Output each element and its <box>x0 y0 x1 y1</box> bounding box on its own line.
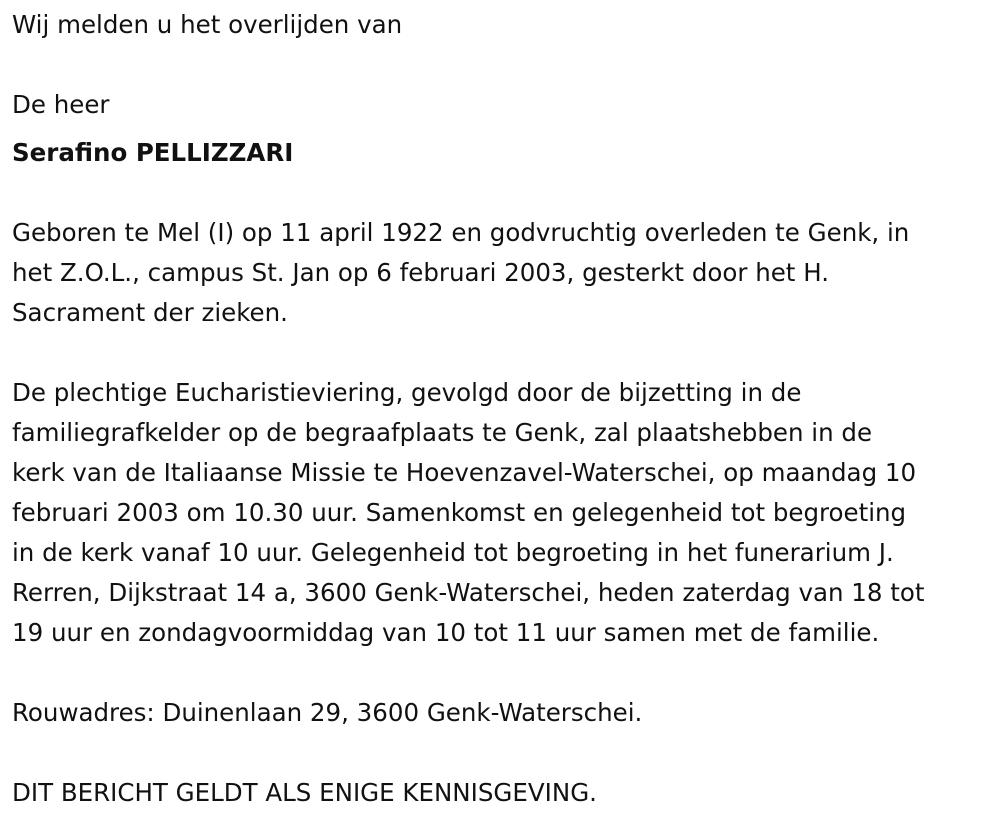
text-line: kerk van de Italiaanse Missie te Hoevenzavel-Waterschei, op maandag 10 <box>12 458 917 487</box>
closing-statement: DIT BERICHT GELDT ALS ENIGE KENNISGEVING. <box>12 778 597 807</box>
intro-line: Wij melden u het overlijden van <box>12 10 403 39</box>
text-line: het Z.O.L., campus St. Jan op 6 februari 2003, gesterkt door het H. <box>12 258 829 287</box>
text-line: familiegrafkelder op de begraafplaats te Genk, zal plaatshebben in de <box>12 418 873 447</box>
text-line: februari 2003 om 10.30 uur. Samenkomst en gelegenheid tot begroeting <box>12 498 907 527</box>
text-line: Rerren, Dijkstraat 14 a, 3600 Genk-Waterschei, heden zaterdag van 18 tot <box>12 578 925 607</box>
deceased-name: Serafino PELLIZZARI <box>12 138 294 167</box>
ceremony-paragraph <box>12 373 1000 653</box>
text-line: De plechtige Eucharistieviering, gevolgd door de bijzetting in de <box>12 378 802 407</box>
birth-death-paragraph <box>12 213 1000 333</box>
text-line: in de kerk vanaf 10 uur. Gelegenheid tot begroeting in het funerarium J. <box>12 538 894 567</box>
text-line: 19 uur en zondagvoormiddag van 10 tot 11 uur samen met de familie. <box>12 618 880 647</box>
text-line: Geboren te Mel (I) op 11 april 1922 en godvruchtig overleden te Genk, in <box>12 218 910 247</box>
salutation: De heer <box>12 90 110 119</box>
text-line: Sacrament der zieken. <box>12 298 288 327</box>
mourning-address: Rouwadres: Duinenlaan 29, 3600 Genk-Waterschei. <box>12 698 643 727</box>
